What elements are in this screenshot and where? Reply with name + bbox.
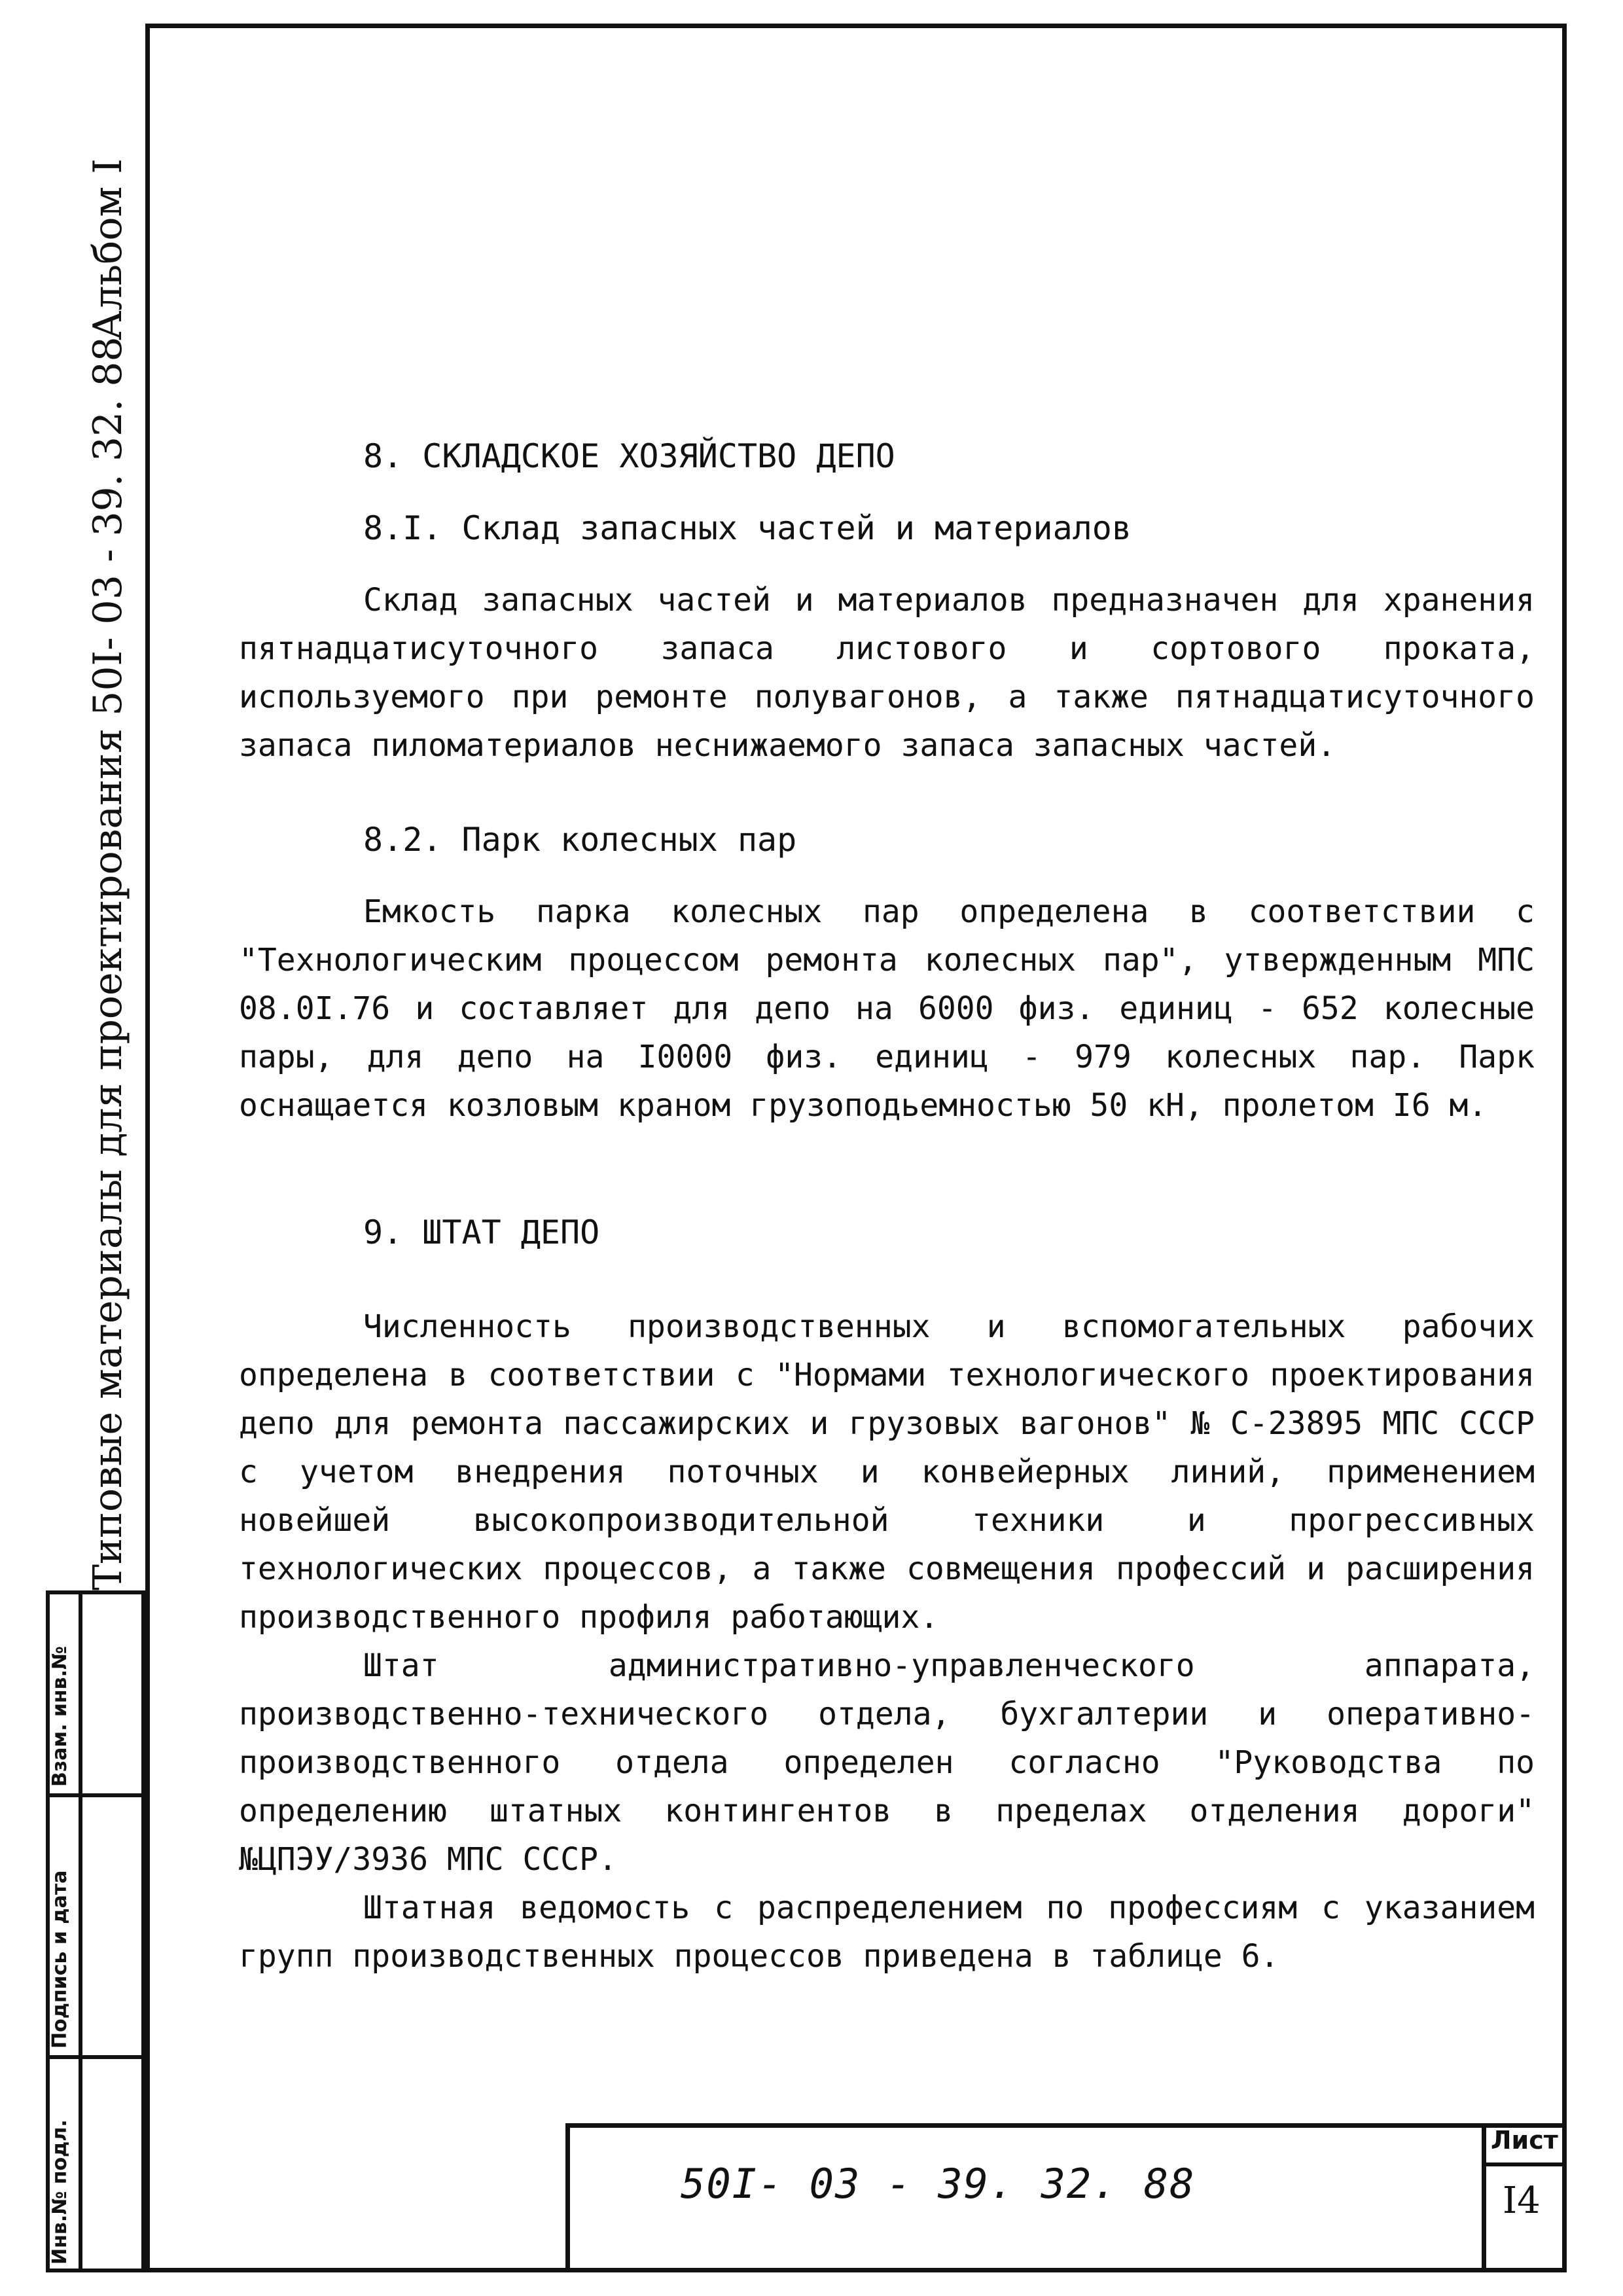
sheet-separator [1482,2162,1567,2166]
section-8-2-text: Емкость парка колесных пар определена в соответствии с "Технологическим процессом ремонта колесных пар", утвержденным МПС 08.0I.76 и составляет для депо на 6000 физ. единиц - 652 колесные пары, для депо на I0000 физ. единиц - 979 колесных пар. Парк оснащается козловым краном грузоподьемностью 50 кН, пролетом I6 м. [239,893,1535,1124]
section-8-2-heading: 8.2. Парк колесных пар [363,821,797,859]
album-label: Альбом I [85,158,131,340]
section-9-text-1: Численность производственных и вспомогательных рабочих определена в соответствии с "Нормами технологического проектирования депо для ремонта пассажирских и грузовых вагонов" № С-23895 МПС СССР с учетом внедрения поточных и конвейерных линий, применением новейшей высокопроизводительной техники и прогрессивных технологических процессов, а также совмещения профессий и расширения производственного профиля работающих. [239,1308,1535,1636]
stamp-vzam-inv: Взам. инв.№ [48,1645,71,1787]
stamp-divider [79,1590,82,2272]
section-9-text-3: Штатная ведомость с распределением по профессиям с указанием групп производственных процессов приведена в таблице 6. [239,1890,1535,1975]
stamp-row-divider [46,1793,145,1797]
section-9-heading: 9. ШТАТ ДЕПО [363,1213,600,1251]
stamp-inv-podl: Инв.№ подл. [48,2119,71,2265]
section-8-1-text: Склад запасных частей и материалов предназначен для хранения пятнадцатисуточного запаса листового и сортового проката, используемого при ремонте полувагонов, а также пятнадцатисуточного запаса пиломатериалов неснижаемого запаса запасных частей. [239,582,1535,764]
sheet-label: Лист [1491,2126,1558,2155]
series-title: Типовые материалы для проектирования 50I- 03 - 39. 32. 88 [85,336,131,1590]
document-code: 50I- 03 - 39. 32. 88 [681,2160,1196,2208]
stamp-podpis-data: Подпись и дата [48,1870,71,2049]
stamp-row-divider [46,2055,145,2059]
section-8-heading: 8. СКЛАДСКОЕ ХОЗЯЙСТВО ДЕПО [363,437,895,475]
document-body [239,432,1535,1981]
section-8-1-heading: 8.I. Склад запасных частей и материалов [363,509,1132,547]
sheet-number: I4 [1503,2179,1541,2222]
section-9-text-2: Штат административно-управленческого аппарата, производственно-технического отдела, бухгалтерии и оперативно-производственного отдела определен согласно "Руководства по определению штатных контингентов в пределах отделения дороги" №ЦПЭУ/3936 МПС СССР. [239,1647,1535,1878]
